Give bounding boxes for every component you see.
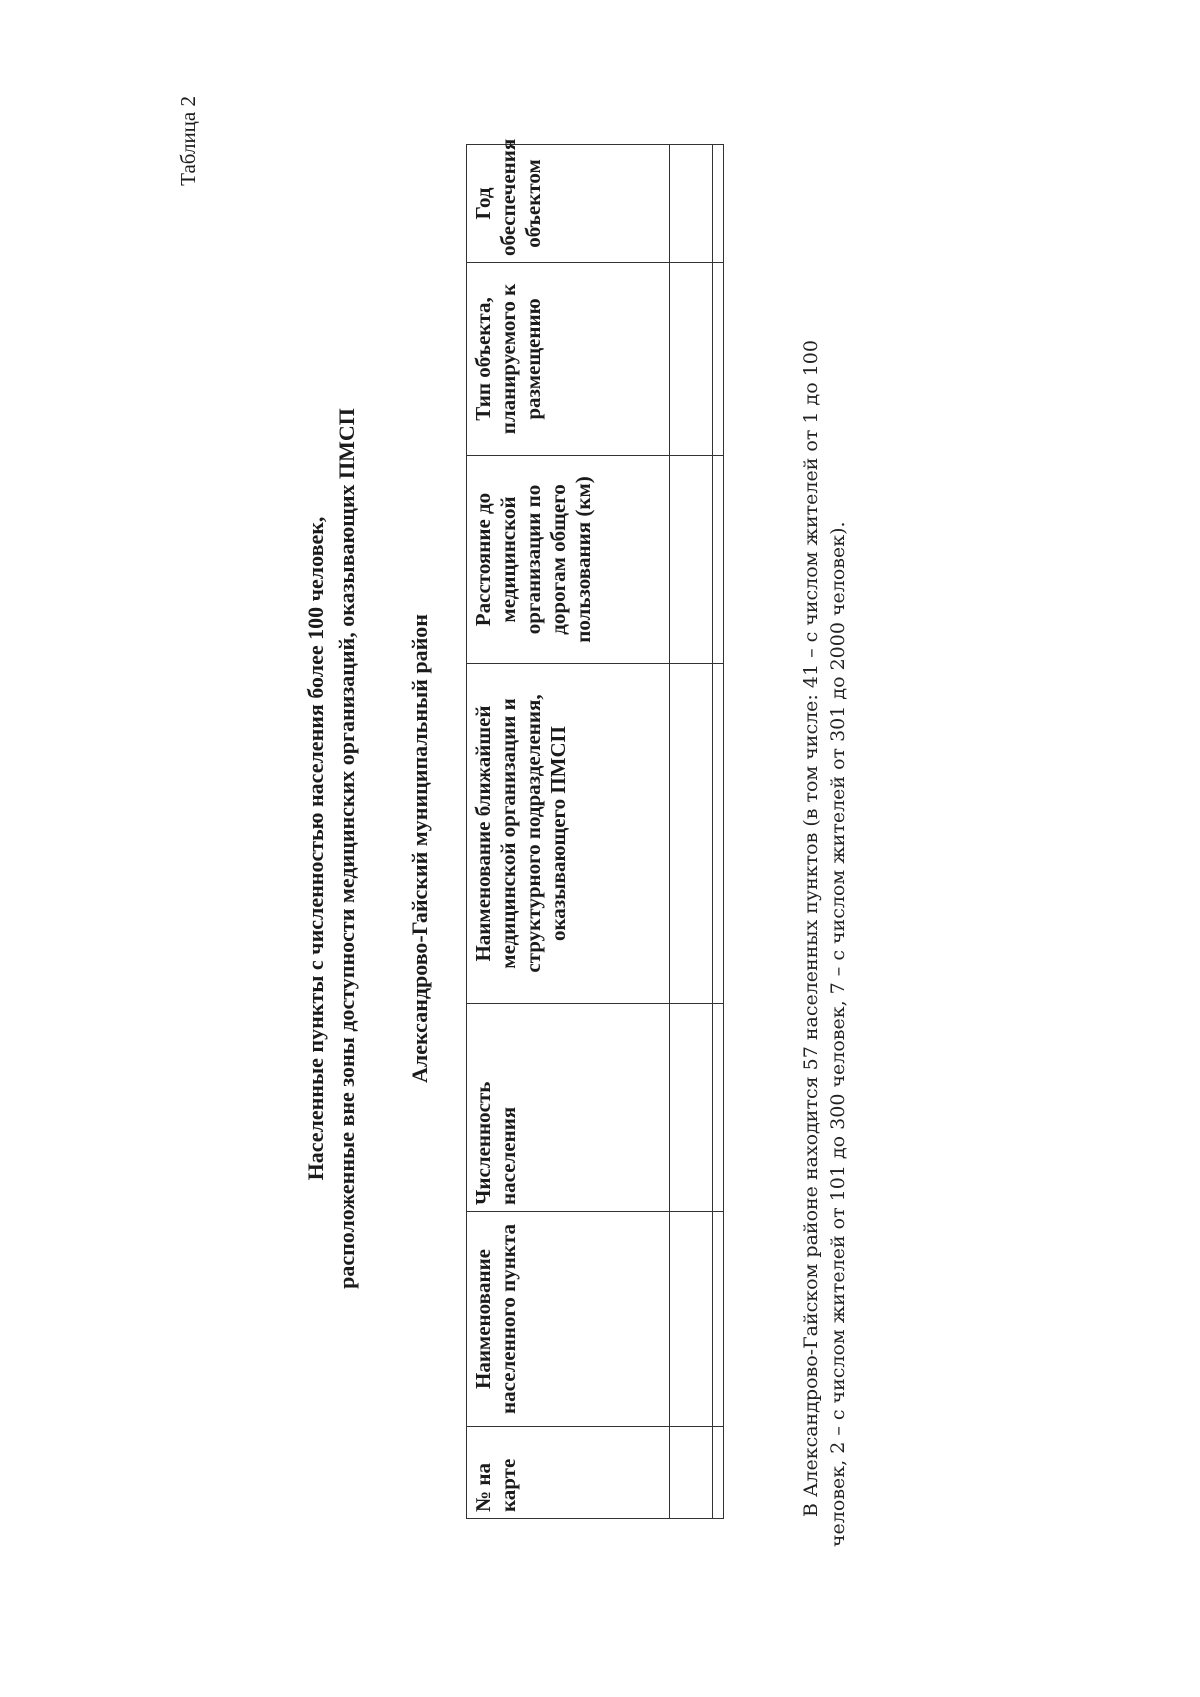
table-number-label: Таблица 2 [176, 96, 200, 186]
header-provision-year: Год обеспечения объектом [467, 145, 670, 263]
table-cell [713, 263, 724, 456]
title-line-1: Населенные пункты с численностью населения более 100 человек, [303, 516, 328, 1181]
footnote-line-1: В Александрово-Гайском районе находится 57 населенных пунктов (в том числе: 41 – с числом жителей от 1 до 100 [800, 340, 822, 1517]
table-cell [713, 664, 724, 1004]
footnote-paragraph [798, 117, 852, 1547]
district-heading: Александрово-Гайский муниципальный район [407, 614, 432, 1083]
table-cell [670, 1427, 713, 1519]
table-cell [670, 1004, 713, 1212]
footnote-line-2: человек, 2 – с числом жителей от 101 до 300 человек, 7 – с числом жителей от 301 до 2000 человек). [827, 521, 849, 1547]
table-cell [670, 664, 713, 1004]
table-cell [670, 145, 713, 263]
header-distance-km: Расстояние до медицинской организации по дорогам общего пользования (км) [467, 456, 670, 664]
table-row [713, 145, 724, 1519]
table-cell [713, 1004, 724, 1212]
table-cell [713, 456, 724, 664]
header-object-type: Тип объекта, планируемого к размещению [467, 263, 670, 456]
table-cell [713, 1427, 724, 1519]
table-header-row [467, 145, 670, 1519]
title-line-2: расположенные вне зоны доступности медицинских организаций, оказывающих ПМСП [334, 408, 359, 1289]
header-population: Численность населения [467, 1004, 670, 1212]
table-cell [670, 263, 713, 456]
table-cell [713, 1212, 724, 1427]
header-nearest-medical-organization: Наименование ближайшей медицинской организации и структурного подразделения, оказывающего ПМСП [467, 664, 670, 1004]
table-cell [670, 456, 713, 664]
table-cell [670, 1212, 713, 1427]
settlements-table [466, 138, 724, 1519]
table-cell [713, 145, 724, 263]
document-title [300, 0, 362, 1697]
table-row [670, 145, 713, 1519]
header-settlement-name: Наименование населенного пункта [467, 1212, 670, 1427]
header-map-number: № на карте [467, 1427, 670, 1519]
